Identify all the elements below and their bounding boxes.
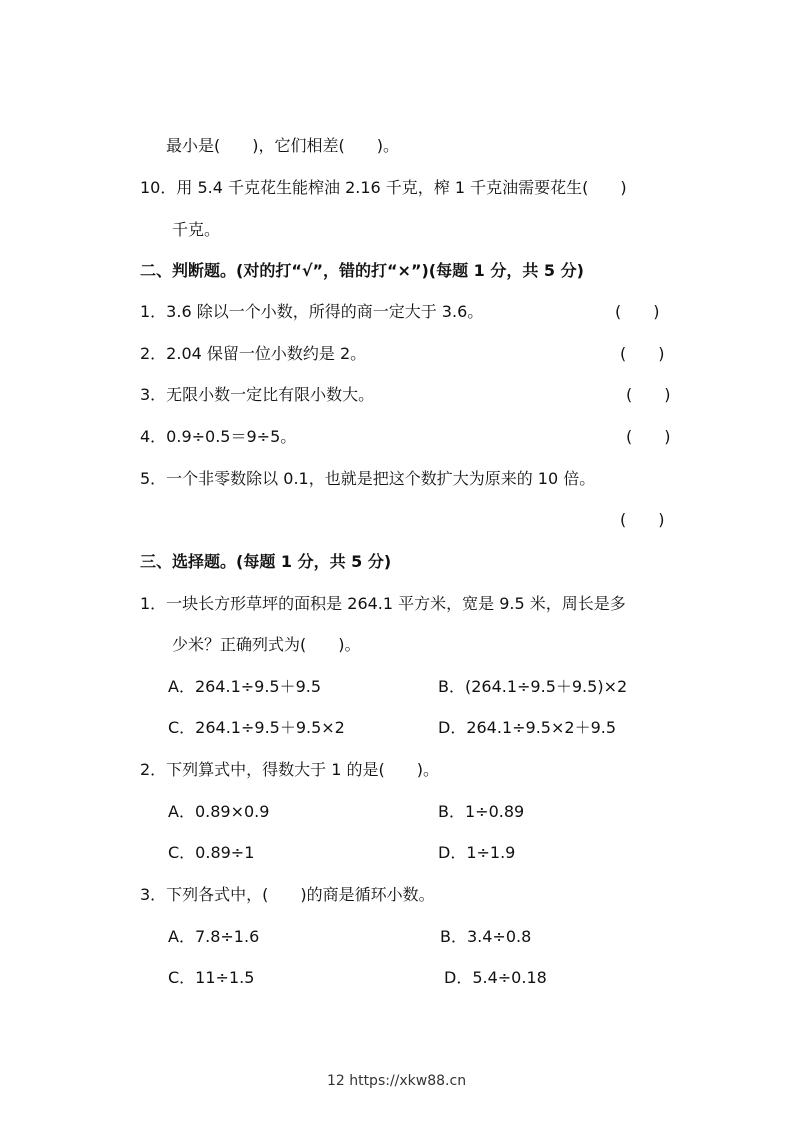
judge-item-4: 4．0.9÷0.5＝9÷5。 <box>140 427 297 446</box>
judge-item-1: 1．3.6 除以一个小数，所得的商一定大于 3.6。 <box>140 302 484 321</box>
judge-answer-2[interactable]: ( ) <box>620 344 665 363</box>
choice-q1-line-2: 少米？正确列式为( )。 <box>172 635 361 654</box>
question-10-line-2: 千克。 <box>172 220 221 239</box>
choice-q1-option-d[interactable]: D．264.1÷9.5×2＋9.5 <box>438 718 617 737</box>
choice-q3-option-a[interactable]: A．7.8÷1.6 <box>168 927 260 946</box>
choice-q2-option-c[interactable]: C．0.89÷1 <box>168 843 255 862</box>
judge-answer-5[interactable]: ( ) <box>620 510 665 529</box>
judge-item-3: 3．无限小数一定比有限小数大。 <box>140 385 375 404</box>
choice-q3-option-d[interactable]: D．5.4÷0.18 <box>444 968 547 987</box>
judge-answer-4[interactable]: ( ) <box>626 427 671 446</box>
choice-q1-option-c[interactable]: C．264.1÷9.5＋9.5×2 <box>168 718 345 737</box>
choice-q3-option-b[interactable]: B．3.4÷0.8 <box>440 927 532 946</box>
page-footer: 12 https://xkw88.cn <box>326 1073 467 1089</box>
choice-q2-option-a[interactable]: A．0.89×0.9 <box>168 802 270 821</box>
choice-q1-line-1: 1．一块长方形草坪的面积是 264.1 平方米，宽是 9.5 米，周长是多 <box>140 594 626 613</box>
section-2-heading: 二、判断题。(对的打“√”，错的打“×”)(每题 1 分，共 5 分) <box>140 261 584 280</box>
choice-q3-option-c[interactable]: C．11÷1.5 <box>168 968 255 987</box>
choice-q3-line-1: 3．下列各式中，( )的商是循环小数。 <box>140 885 435 904</box>
question-10-line-1: 10．用 5.4 千克花生能榨油 2.16 千克，榨 1 千克油需要花生( ) <box>140 178 627 197</box>
choice-q2-line-1: 2．下列算式中，得数大于 1 的是( )。 <box>140 760 440 779</box>
section-3-heading: 三、选择题。(每题 1 分，共 5 分) <box>140 552 392 571</box>
judge-item-2: 2．2.04 保留一位小数约是 2。 <box>140 344 367 363</box>
judge-answer-3[interactable]: ( ) <box>626 385 671 404</box>
choice-q1-option-b[interactable]: B．(264.1÷9.5＋9.5)×2 <box>438 677 628 696</box>
judge-answer-1[interactable]: ( ) <box>615 302 660 321</box>
question-9-tail: 最小是( )，它们相差( )。 <box>166 136 399 155</box>
choice-q1-option-a[interactable]: A．264.1÷9.5＋9.5 <box>168 677 322 696</box>
judge-item-5: 5．一个非零数除以 0.1，也就是把这个数扩大为原来的 10 倍。 <box>140 469 596 488</box>
choice-q2-option-d[interactable]: D．1÷1.9 <box>438 843 516 862</box>
choice-q2-option-b[interactable]: B．1÷0.89 <box>438 802 525 821</box>
